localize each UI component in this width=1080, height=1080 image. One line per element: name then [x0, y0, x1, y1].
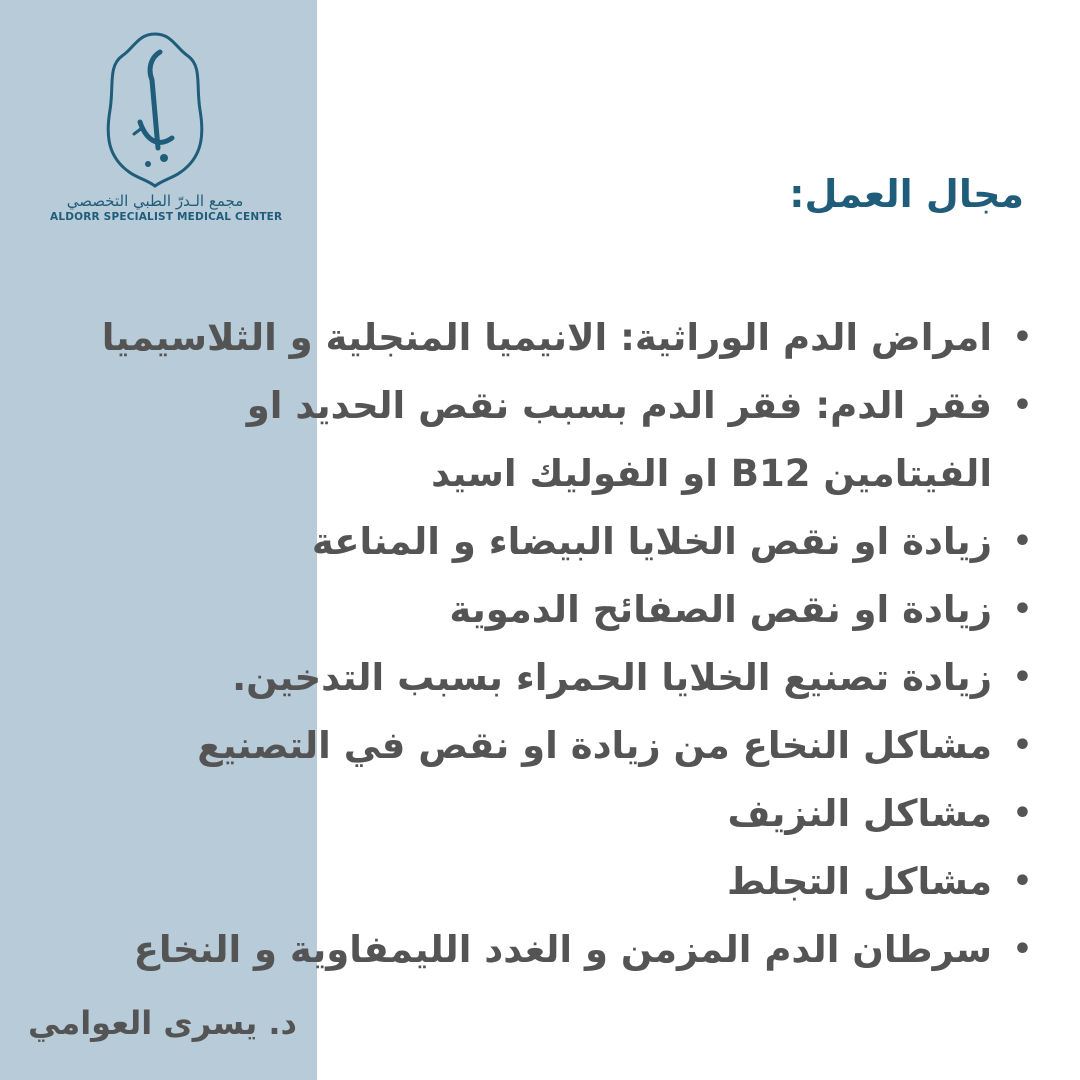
bullet-icon: • — [1012, 864, 1032, 899]
bullet-icon: • — [1012, 592, 1032, 627]
list-item — [92, 372, 1032, 508]
list-item-text: فقر الدم: فقر الدم بسبب نقص الحديد او الفيتامين B12 او الفوليك اسيد — [246, 384, 992, 495]
list-item — [72, 916, 1032, 984]
list-item — [72, 712, 1032, 780]
list-item — [72, 644, 1032, 712]
list-item — [72, 848, 1032, 916]
list-item-text: زيادة تصنيع الخلايا الحمراء بسبب التدخين. — [232, 656, 992, 699]
bullet-icon: • — [1012, 796, 1032, 831]
bullet-icon: • — [1012, 932, 1032, 967]
list-item-text: امراض الدم الوراثية: الانيميا المنجلية و الثلاسيميا — [101, 316, 992, 359]
list-item — [72, 508, 1032, 576]
list-item — [72, 576, 1032, 644]
list-item-text: زيادة او نقص الخلايا البيضاء و المناعة — [311, 520, 992, 563]
bullet-icon: • — [1012, 320, 1032, 355]
section-title: مجال العمل: — [789, 172, 1024, 216]
list-item-text: مشاكل النزيف — [727, 792, 992, 835]
list-item-text: سرطان الدم المزمن و الغدد الليمفاوية و النخاع — [133, 928, 992, 971]
list-item-text: مشاكل النخاع من زيادة او نقص في التصنيع — [197, 724, 992, 767]
logo-name-arabic: مجمع الـدرّ الطبي التخصصي — [66, 192, 244, 210]
list-item-text: زيادة او نقص الصفائح الدموية — [449, 588, 992, 631]
bullet-icon: • — [1012, 388, 1032, 423]
bullet-icon: • — [1012, 728, 1032, 763]
logo-emblem-icon — [100, 30, 210, 190]
list-item — [72, 780, 1032, 848]
list-item-text: مشاكل التجلط — [727, 860, 992, 903]
bullet-icon: • — [1012, 524, 1032, 559]
list-item — [72, 304, 1032, 372]
logo-name-english: ALDORR SPECIALIST MEDICAL CENTER — [50, 211, 283, 223]
doctor-signature: د. يسرى العوامي — [28, 1004, 297, 1042]
services-list — [72, 304, 1032, 984]
logo — [50, 30, 283, 240]
bullet-icon: • — [1012, 660, 1032, 695]
